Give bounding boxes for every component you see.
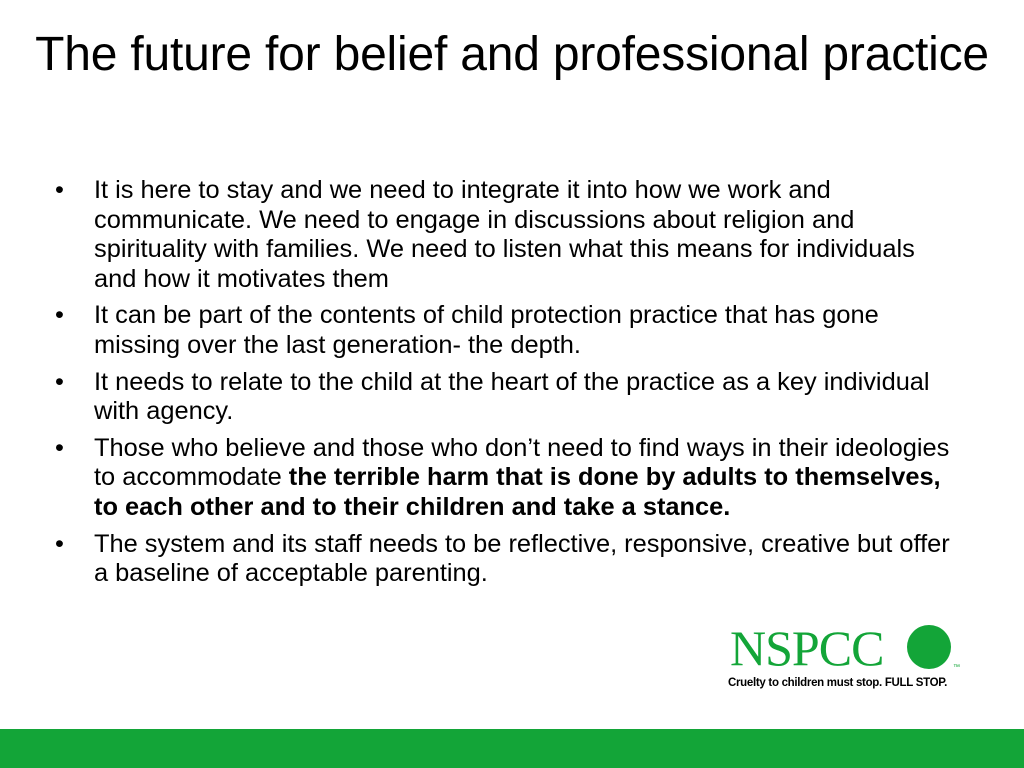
bullet-text: It needs to relate to the child at the heart of the practice as a key individual with agency. [94, 367, 930, 426]
logo-circle-icon [907, 625, 951, 669]
bullet-text: Those who believe and those who don’t need to find ways in their ideologies to accommodate [94, 433, 950, 492]
bullet-marker: • [55, 176, 64, 204]
bullet-item [55, 434, 955, 523]
bullet-item [55, 530, 955, 589]
bullet-text: It can be part of the contents of child protection practice that has gone missing over the last generation- the depth. [94, 301, 879, 359]
bullet-marker: • [55, 367, 64, 396]
bullet-marker: • [55, 529, 64, 558]
logo-trademark: ™ [953, 664, 960, 671]
bullet-bold-text: the terrible harm that is done by adults to themselves, to each other and to their children and take a stance. [94, 463, 941, 521]
bullet-text: The system and its staff needs to be reflective, responsive, creative but offer a baseline of acceptable parenting. [94, 529, 950, 588]
bullet-item [55, 368, 955, 427]
logo-tagline: Cruelty to children must stop. FULL STOP. [728, 677, 948, 689]
logo-wordmark: NSPCC [730, 620, 884, 676]
slide-title: The future for belief and professional practice [35, 28, 989, 81]
bullet-item [55, 301, 955, 360]
bullet-item [55, 176, 955, 294]
footer-bar [0, 729, 1024, 768]
bullet-marker: • [55, 433, 64, 462]
bullet-list [55, 176, 955, 596]
bullet-text: It is here to stay and we need to integrate it into how we work and communicate. We need to engage in discussions about religion and spirituality with families. We need to listen what this means for individuals and how it motivates them [94, 176, 915, 293]
bullet-marker: • [55, 301, 64, 330]
nspcc-logo [728, 622, 968, 694]
